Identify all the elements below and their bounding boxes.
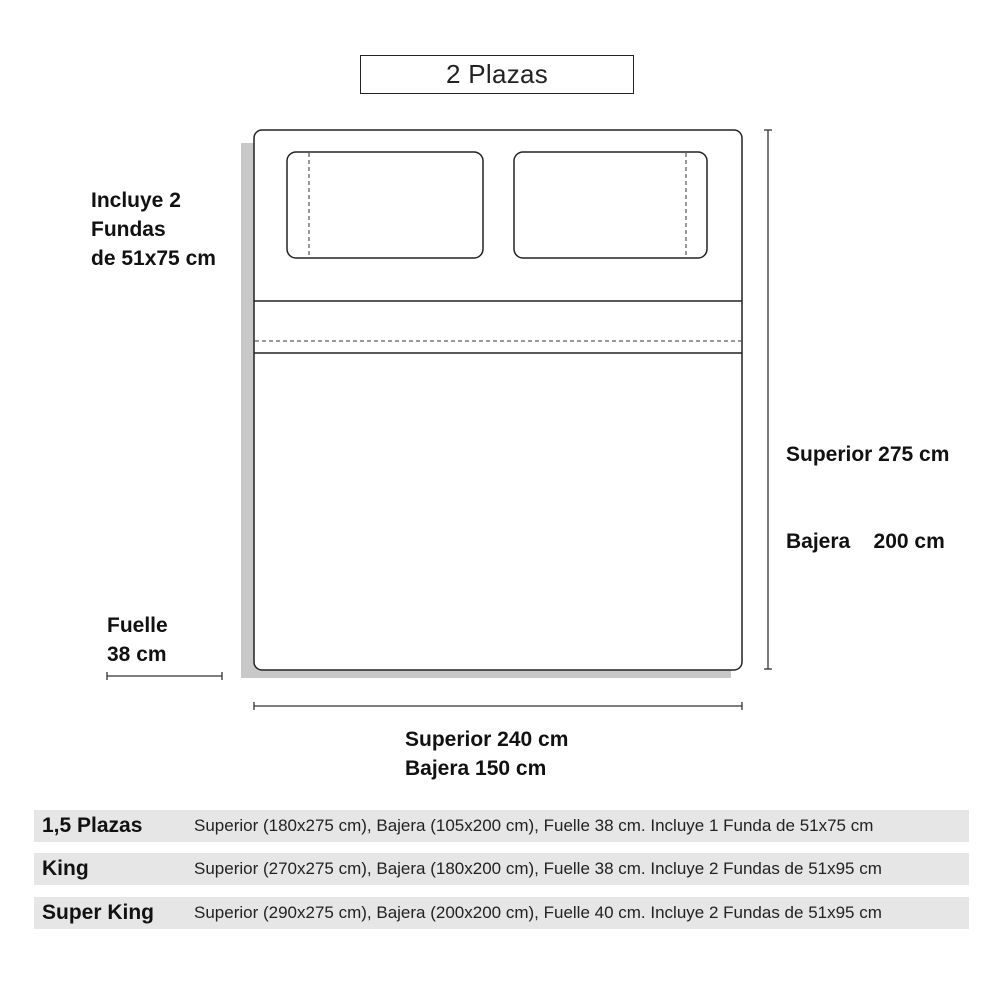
gusset-note-line-1: Fuelle	[107, 614, 168, 637]
gusset-note	[107, 611, 168, 669]
table-row	[34, 897, 969, 929]
pillow-right	[514, 152, 707, 258]
length-note	[786, 382, 949, 585]
width-note	[405, 725, 568, 783]
pillowcase-note	[91, 186, 216, 273]
size-title: 2 Plazas	[360, 55, 634, 94]
pillowcase-note-line-2: Fundas	[91, 218, 166, 241]
size-description: Superior (180x275 cm), Bajera (105x200 cm), Fuelle 38 cm. Incluye 1 Funda de 51x75 cm	[194, 816, 874, 835]
width-note-bajera: Bajera 150 cm	[405, 757, 547, 780]
size-description: Superior (290x275 cm), Bajera (200x200 cm), Fuelle 40 cm. Incluye 2 Fundas de 51x95 cm	[194, 903, 882, 922]
size-name: King	[42, 857, 89, 880]
pillowcase-note-line-3: de 51x75 cm	[91, 247, 216, 270]
size-description: Superior (270x275 cm), Bajera (180x200 cm), Fuelle 38 cm. Incluye 2 Fundas de 51x95 cm	[194, 859, 882, 878]
size-name: Super King	[42, 901, 155, 924]
table-row	[34, 853, 969, 885]
pillowcase-note-line-1: Incluye 2	[91, 189, 181, 212]
pillow-left	[287, 152, 483, 258]
length-note-superior: Superior 275 cm	[786, 443, 950, 466]
length-note-bajera: Bajera 200 cm	[786, 530, 945, 553]
width-note-superior: Superior 240 cm	[405, 728, 569, 751]
gusset-note-line-2: 38 cm	[107, 643, 167, 666]
table-row	[34, 810, 969, 842]
size-name: 1,5 Plazas	[42, 814, 143, 837]
